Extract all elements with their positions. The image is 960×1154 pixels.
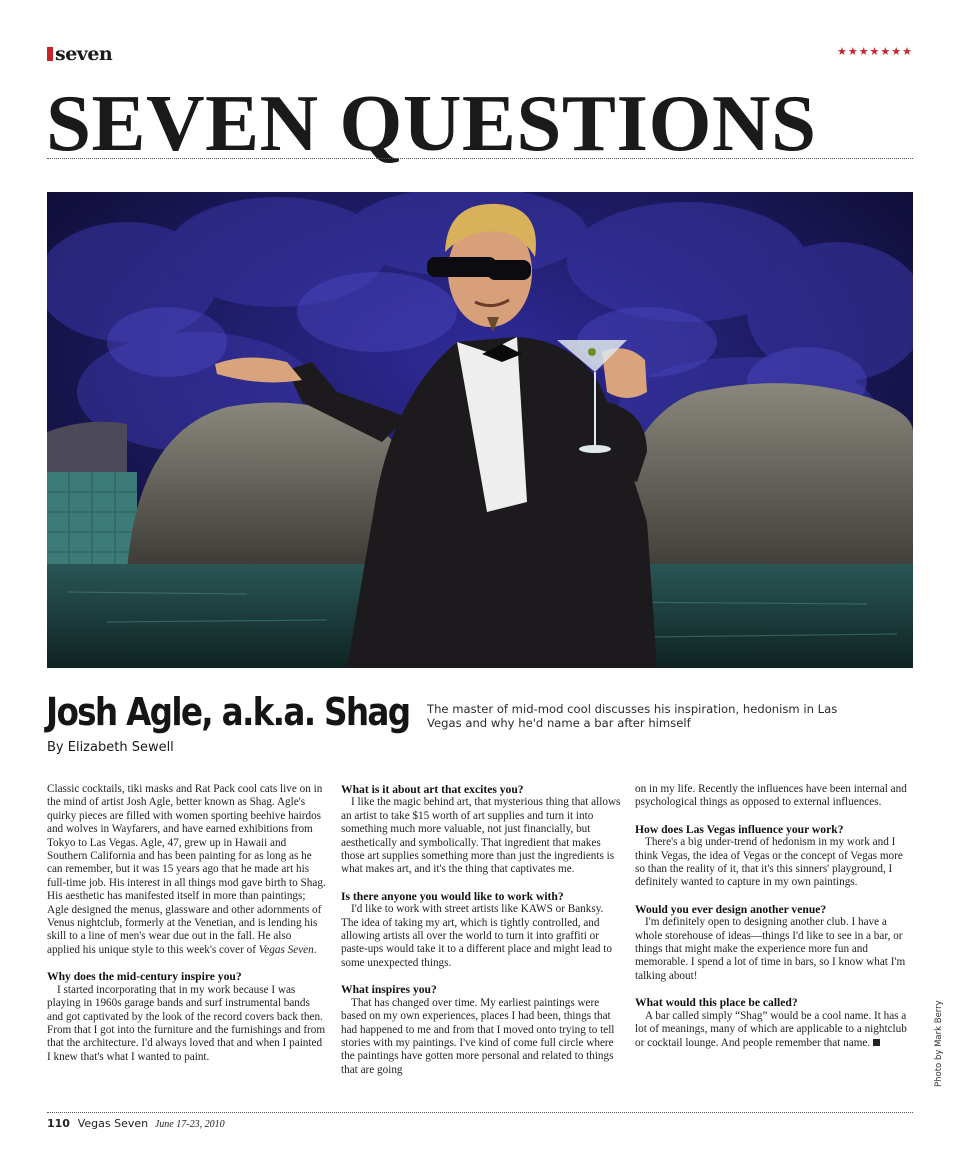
answer-2: I like the magic behind art, that mysterious thing that allows an artist to take $15 worth of art supplies and turn it into something much more valuable, not just financially, but aesthetically and symbolically. That ingredient that makes those art supplies something more than just the ingredients is what makes art, and it's the thing that captivates me. <box>341 796 621 876</box>
question-4: What inspires you? <box>341 983 437 997</box>
article-deck: The master of mid-mod cool discusses his inspiration, hedonism in Las Vegas and why he'd name a bar after himself <box>427 702 838 730</box>
footer-magazine-name: Vegas Seven <box>77 1117 149 1130</box>
page-footer <box>47 1117 225 1130</box>
dotted-divider-top <box>47 158 913 159</box>
section-headline: SEVEN QUESTIONS <box>46 78 817 168</box>
end-mark-icon <box>873 1039 880 1046</box>
intro-text: Classic cocktails, tiki masks and Rat Pack cool cats live on in the mind of artist Josh Agle, better known as Shag. Agle's quirky pieces are filled with women sporting beehive hairdos and wolves in Wayfarers, and have earned exhibitions from Tokyo to Las Vegas. Agle, 47, grew up in Hawaii and Southern California and has been painting for as long as he can remember, but it was 15 years ago that he made art his full-time job. His interest in all things mod gave birth to Shag. His aesthetic has manifested itself in more than paintings; Agle designed the menus, glassware and other adornments of Venus nightclub, formerly at the Venetian, and is lending his skill to a line of men's wear due out in the fall. He also applied his unique style to this week's cover of <box>47 783 326 956</box>
photo-credit: Photo by Mark Berry <box>934 1000 944 1087</box>
page-number: 110 <box>47 1117 70 1130</box>
answer-5: There's a big under-trend of hedonism in my work and I think Vegas, the idea of Vegas or the concept of Vegas more so than the reality of it, that it's this sinners' playground, I definitely wanted to capture in my own paintings. <box>635 836 903 889</box>
intro-emphasis: Vegas Seven <box>258 943 314 956</box>
article-intro <box>47 783 327 957</box>
answer-3: I'd like to work with street artists like KAWS or Banksy. The idea of taking my art, which is tightly controlled, and allowing artists all over the world to turn it into graffiti or paste-ups would take it to a different place and might lead to some unexpected things. <box>341 903 613 969</box>
article-byline: By Elizabeth Sewell <box>47 740 174 755</box>
question-1: Why does the mid-century inspire you? <box>47 970 242 984</box>
masthead-bar <box>47 42 913 66</box>
intro-end: . <box>313 943 317 956</box>
question-7: What would this place be called? <box>635 996 798 1010</box>
question-6: Would you ever design another venue? <box>635 902 827 916</box>
answer-6: I'm definitely open to designing another club. I have a whole storehouse of ideas—things I'd like to see in a bar, or things that might make the experience more fun and memorable. I spend a lot of time in bars, so I know what I'm talking about! <box>635 916 906 982</box>
answer-7 <box>635 1010 913 1050</box>
brand-logo <box>47 42 112 66</box>
portrait-photo-illustration <box>47 192 913 668</box>
footer-issue-date: June 17-23, 2010 <box>154 1119 225 1130</box>
text-column-3 <box>635 783 913 1050</box>
portrait-photo <box>47 192 913 668</box>
question-2: What is it about art that excites you? <box>341 783 524 796</box>
text-column-2 <box>341 783 621 1077</box>
brand-accent-bar <box>47 47 53 61</box>
question-5: How does Las Vegas influence your work? <box>635 822 844 836</box>
answer-4-part-2: on in my life. Recently the influences have been internal and psychological things as opposed to external influences. <box>635 783 907 809</box>
dotted-divider-bottom <box>47 1112 913 1113</box>
answer-1: I started incorporating that in my work because I was playing in 1960s garage bands and surf instrumental bands and got captivated by the look of the record covers back then. From that I got into the furniture and the furnishings and from that the architecture. I'd always loved that and when I painted I knew that's what I wanted to paint. <box>47 983 326 1063</box>
question-3: Is there anyone you would like to work with? <box>341 889 564 903</box>
answer-4-part-1: That has changed over time. My earliest paintings were based on my own experiences, places I had been, things that had happened to me and from that I moved onto trying to tell stories with my paintings. I've kind of come full circle where the paintings have gotten more personal and related to things that are going <box>341 996 615 1076</box>
text-column-1 <box>47 783 327 1064</box>
answer-7-text: A bar called simply “Shag” would be a cool name. It has a lot of meanings, many of which are applicable to a nightclub or cocktail lounge. And people remember that name. <box>635 1009 907 1049</box>
brand-wordmark: seven <box>55 43 113 65</box>
star-row-icon: ★★★★★★★ <box>836 45 913 58</box>
article-title: Josh Agle, a.k.a. Shag <box>46 690 410 734</box>
